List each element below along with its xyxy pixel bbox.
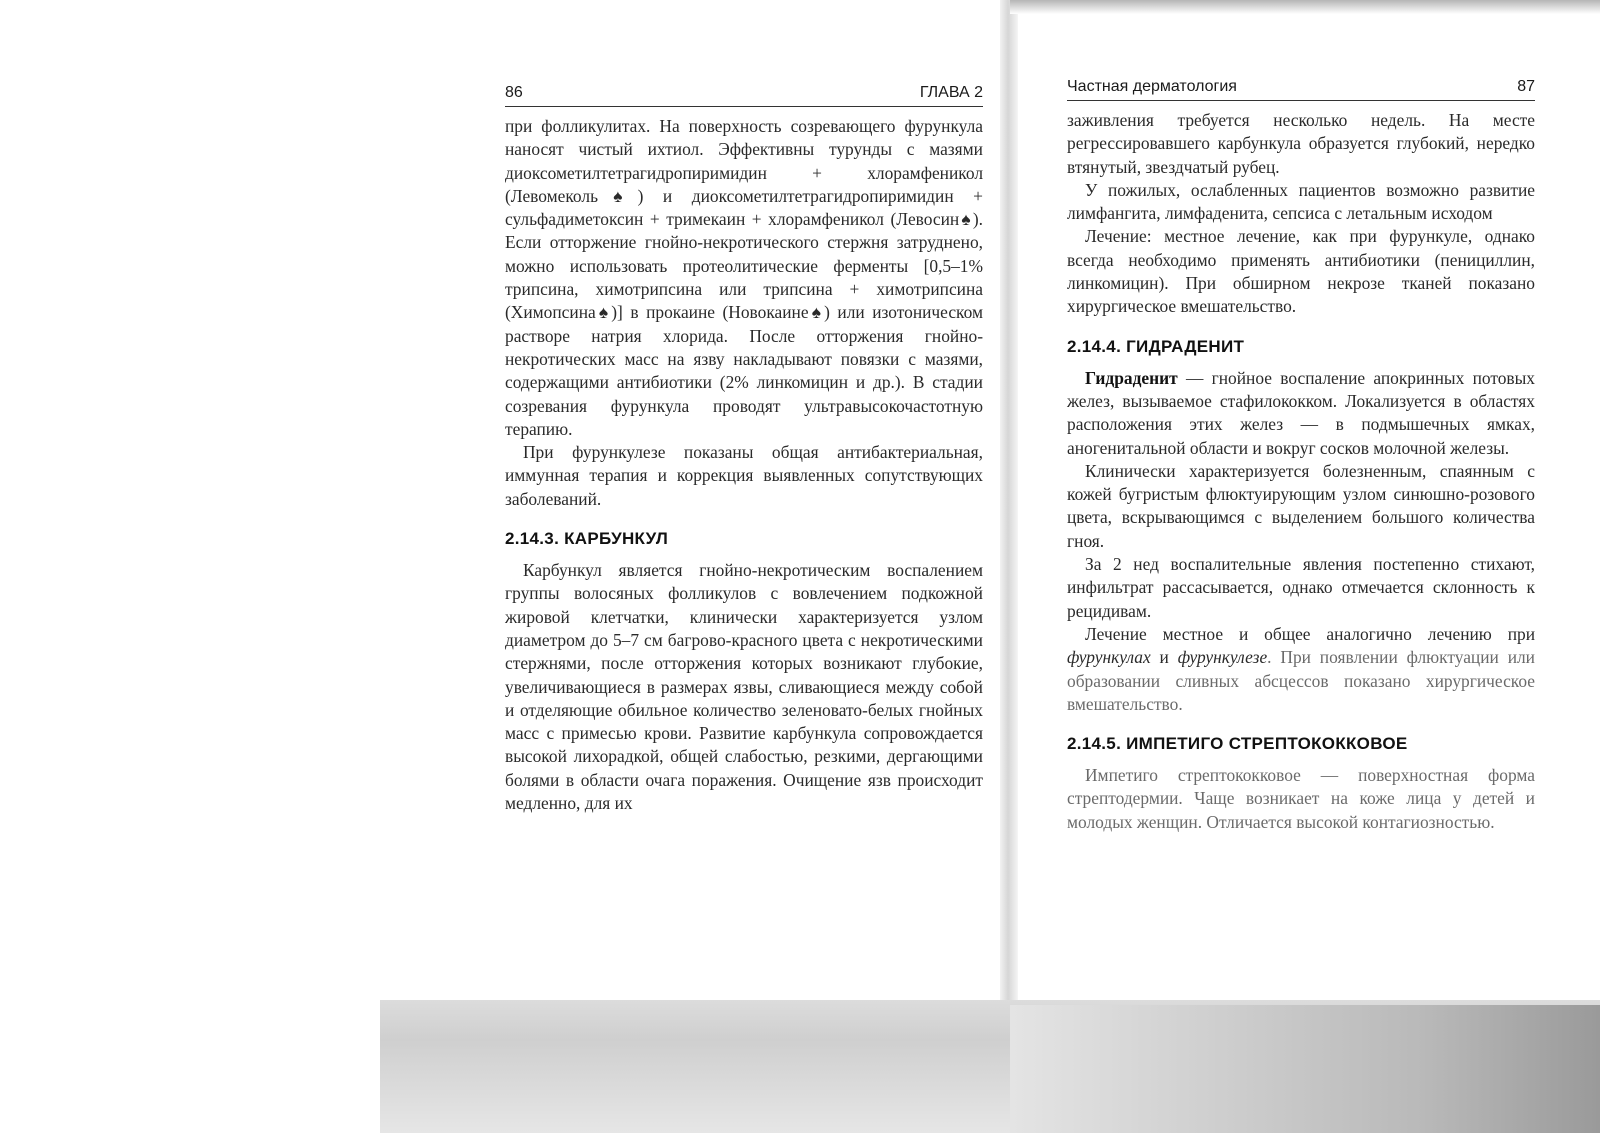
running-header: ГЛАВА 2 bbox=[919, 84, 983, 101]
section-heading: 2.14.4. ГИДРАДЕНИТ bbox=[1067, 336, 1245, 356]
page-number: 86 bbox=[505, 84, 523, 101]
right-page-header bbox=[1067, 78, 1535, 101]
paragraph: Карбункул является гнойно-некротическим воспалением группы волосяных фолликулов с вовлечением подкожной жировой клетчатки, клинически характеризуется узлом диаметром до 5–7 см багрово-красного цвета с некротическими стержнями, после отторжения которых возникают глубокие, увеличивающиеся в размерах язвы, сливающиеся между собой и отделяющие обильное количество зеленовато-белых гнойных масс с примесью крови. Развитие карбункула сопровождается высокой лихорадкой, общей слабостью, резкими, дергающими болями в области очага поражения. Очищение язв происходит медленно, для их bbox=[505, 560, 983, 814]
paragraph: Лечение: местное лечение, как при фурункуле, однако всегда необходимо применять антибиотики (пенициллин, линкомицин). При обширном некрозе тканей показано хирургическое вмешательство. bbox=[1067, 226, 1535, 317]
section-heading: 2.14.3. КАРБУНКУЛ bbox=[505, 529, 669, 549]
paragraph-text: и bbox=[1150, 647, 1178, 668]
paragraph: Клинически характеризуется болезненным, спаянным с кожей бугристым флюктуирующим узлом синюшно-розового цвета, вскрывающимся с выделением большого количества гноя. bbox=[1067, 460, 1535, 551]
right-page bbox=[1067, 78, 1535, 834]
book-spine bbox=[1000, 0, 1018, 1010]
running-header: Частная дерматология bbox=[1067, 78, 1237, 95]
italic-term: фурункулезе bbox=[1177, 647, 1268, 668]
paragraph: Импетиго стрептококковое — поверхностная форма стрептодермии. Чаще возникает на коже лица у детей и молодых женщин. Отличается высокой контагиозностью. bbox=[1067, 765, 1535, 832]
paragraph: За 2 нед воспалительные явления постепенно стихают, инфильтрат рассасывается, однако отмечается склонность к рецидивам. bbox=[1067, 554, 1535, 621]
term-bold: Гидраденит bbox=[1085, 367, 1178, 388]
paragraph: заживления требуется несколько недель. На месте регрессировавшего карбункула образуется глубокий, нередко втянутый, звездчатый рубец. bbox=[1067, 110, 1535, 177]
paragraph bbox=[1067, 623, 1535, 716]
paragraph: При фурункулезе показаны общая антибактериальная, иммунная терапия и коррекция выявленных сопутствующих заболеваний. bbox=[505, 442, 983, 509]
paragraph-text: . При появлении флюктуации или образовании сливных абсцессов показано хирургическое вмешательство. bbox=[1067, 647, 1535, 714]
paragraph: при фолликулитах. На поверхность созревающего фурункула наносят чистый ихтиол. Эффективны турунды с мазями диоксометилтетрагидропиримидин + хлорамфеникол (Левомеколь♠) и диоксометилтетрагидропиримидин + сульфадиметоксин + тримекаин + хлорамфеникол (Левосин♠). Если отторжение гнойно-некротического стержня затруднено, можно использовать протеолитические ферменты [0,5–1% трипсина, химотрипсина или трипсина + химотрипсина (Химопсина♠)] в прокаине (Новокаине♠) или изотоническом растворе натрия хлорида. После отторжения гнойно-некротических масс на язву накладывают повязки с мазями, содержащими антибиотики (2% линкомицин и др.). В стадии созревания фурункула проводят ультравысокочастотную терапию. bbox=[505, 116, 983, 439]
left-page bbox=[505, 70, 983, 815]
paragraph-text: Лечение местное и общее аналогично лечению при bbox=[1085, 623, 1535, 644]
paragraph bbox=[1067, 367, 1535, 460]
scan-shadow-corner bbox=[1010, 1005, 1600, 1133]
section-heading: 2.14.5. ИМПЕТИГО СТРЕПТОКОККОВОЕ bbox=[1067, 734, 1408, 754]
page-number: 87 bbox=[1517, 78, 1535, 95]
paragraph-text: — гнойное воспаление апокринных потовых желез, вызываемое стафилококком. Локализуется в областях расположения этих желез — в подмышечных ямках, аногенитальной области и вокруг сосков молочной железы. bbox=[1067, 367, 1535, 458]
left-page-header bbox=[505, 70, 983, 107]
paragraph: У пожилых, ослабленных пациентов возможно развитие лимфангита, лимфаденита, сепсиса с летальным исходом bbox=[1067, 179, 1535, 224]
scan-shadow-top bbox=[1010, 0, 1600, 14]
italic-term: фурункулах bbox=[1067, 647, 1151, 668]
